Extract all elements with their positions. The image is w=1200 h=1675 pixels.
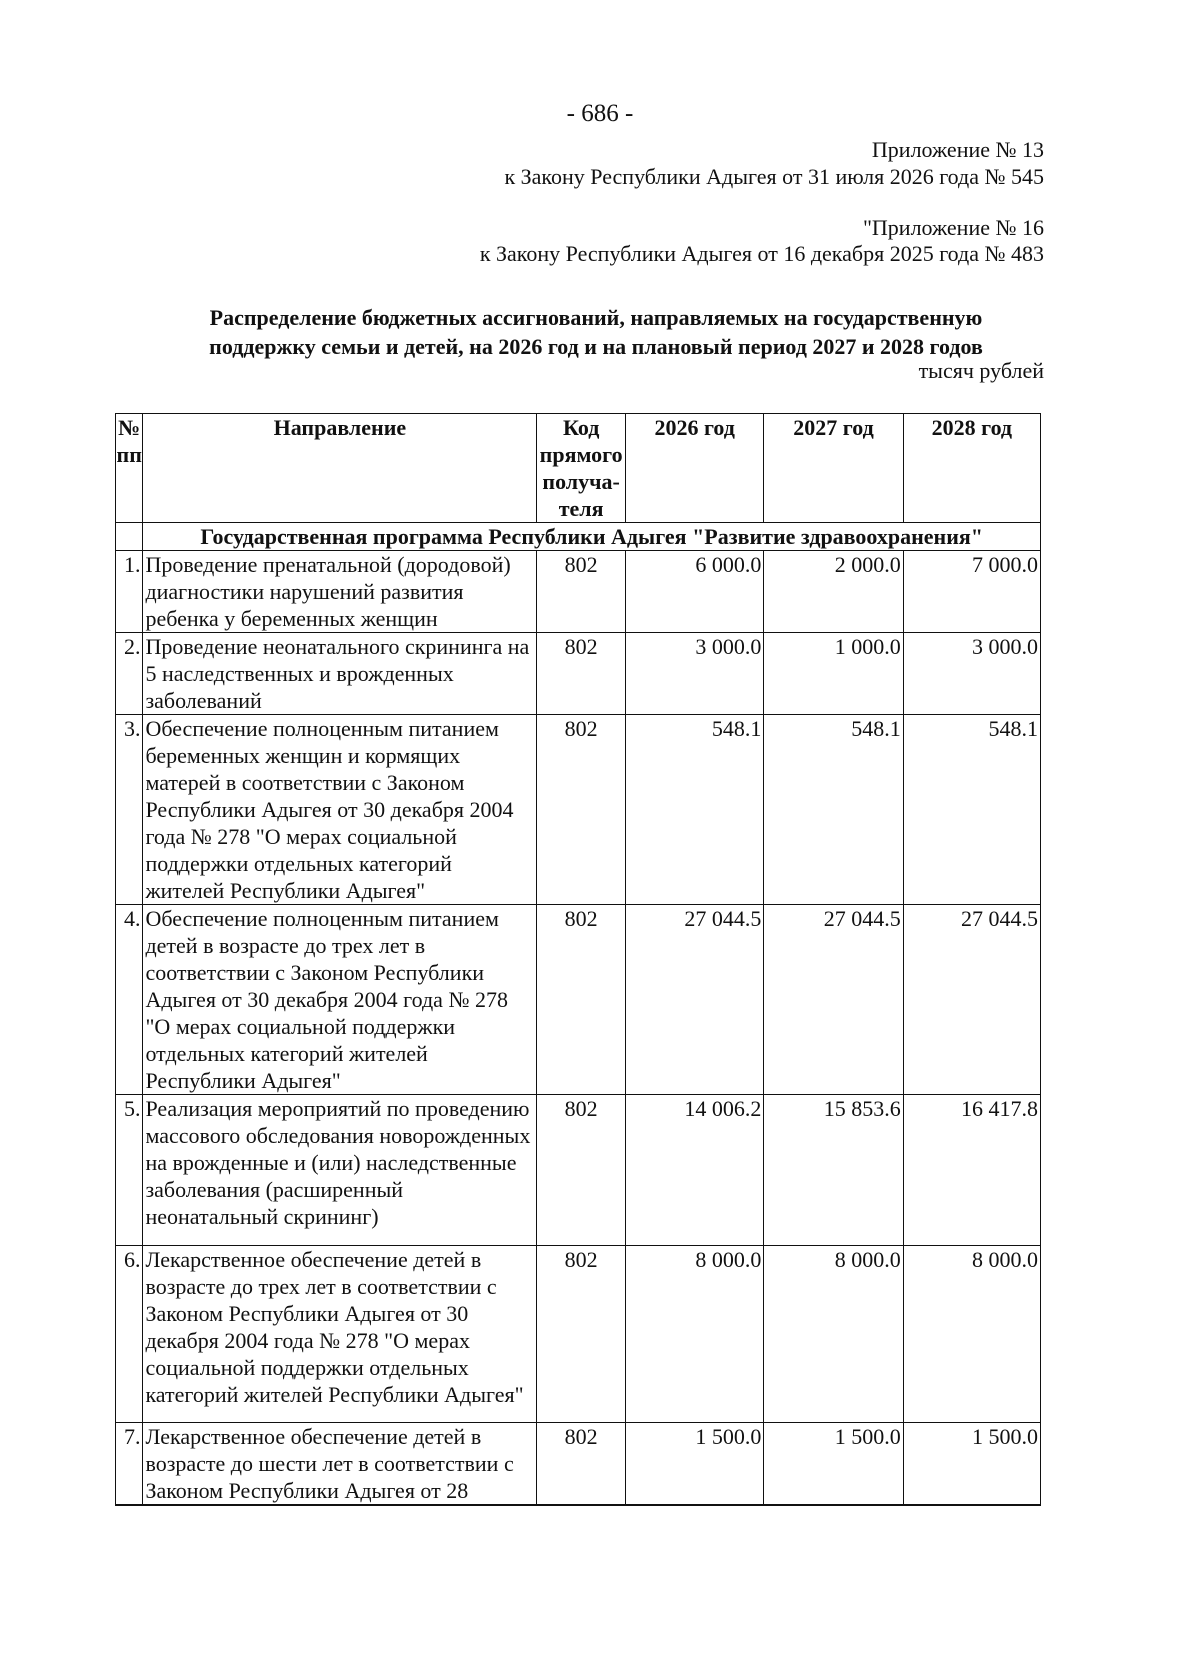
page-number: - 686 -	[566, 100, 634, 127]
row-value-2028: 548.1	[903, 715, 1040, 905]
row-value-2027: 8 000.0	[764, 1246, 903, 1423]
appendix-line-3: "Приложение № 16	[862, 215, 1044, 240]
row-direction: Обеспечение полноценным питанием детей в возрасте до трех лет в соответствии с Законом Республики Адыгея от 30 декабря 2004 года № 278 "О мерах социальной поддержки отдельных категорий жителей Республики Адыгея"	[143, 905, 537, 1095]
row-number: 1.	[116, 551, 143, 633]
row-number: 3.	[116, 715, 143, 905]
row-code: 802	[537, 905, 626, 1095]
row-value-2027: 2 000.0	[764, 551, 903, 633]
table-row	[116, 1095, 1041, 1246]
row-direction: Проведение пренатальной (дородовой) диагностики нарушений развития ребенка у беременных женщин	[143, 551, 537, 633]
row-number: 6.	[116, 1246, 143, 1423]
row-value-2027: 27 044.5	[764, 905, 903, 1095]
row-code: 802	[537, 1095, 626, 1246]
row-value-2026: 3 000.0	[626, 633, 764, 715]
row-value-2026: 14 006.2	[626, 1095, 764, 1246]
table-row	[116, 633, 1041, 715]
row-code: 802	[537, 1246, 626, 1423]
row-direction: Лекарственное обеспечение детей в возрасте до трех лет в соответствии с Законом Республики Адыгея от 30 декабря 2004 года № 278 "О мерах социальной поддержки отдельных категорий жителей Республики Адыгея"	[143, 1246, 537, 1423]
appendix-line-1: Приложение № 13	[871, 137, 1044, 162]
header-code: Код прямого получа-теля	[537, 414, 626, 523]
section-row	[116, 523, 1041, 551]
appendix-line-4: к Закону Республики Адыгея от 16 декабря 2025 года № 483	[479, 241, 1044, 266]
appendix-line-2: к Закону Республики Адыгея от 31 июля 2026 года № 545	[504, 164, 1044, 189]
row-value-2028: 7 000.0	[903, 551, 1040, 633]
row-value-2028: 8 000.0	[903, 1246, 1040, 1423]
budget-table	[115, 413, 1041, 1506]
row-value-2026: 27 044.5	[626, 905, 764, 1095]
document-title-line-2: поддержку семьи и детей, на 2026 год и на плановый период 2027 и 2028 годов	[209, 334, 983, 359]
row-value-2028: 16 417.8	[903, 1095, 1040, 1246]
table-row	[116, 551, 1041, 633]
document-title	[166, 303, 1026, 361]
document-title-line-1: Распределение бюджетных ассигнований, направляемых на государственную	[209, 305, 983, 330]
header-number-line-1: №	[118, 415, 141, 440]
row-value-2026: 1 500.0	[626, 1423, 764, 1506]
row-number: 5.	[116, 1095, 143, 1246]
header-number-line-2: пп	[116, 442, 142, 467]
row-code: 802	[537, 633, 626, 715]
row-code: 802	[537, 715, 626, 905]
row-direction: Обеспечение полноценным питанием беременных женщин и кормящих матерей в соответствии с Законом Республики Адыгея от 30 декабря 2004 года № 278 "О мерах социальной поддержки отдельных категорий жителей Республики Адыгея"	[143, 715, 537, 905]
row-number: 4.	[116, 905, 143, 1095]
row-direction: Реализация мероприятий по проведению массового обследования новорожденных на врожденные и (или) наследственные заболевания (расширенный неонатальный скрининг)	[143, 1095, 537, 1246]
row-value-2028: 1 500.0	[903, 1423, 1040, 1506]
row-code: 802	[537, 551, 626, 633]
header-2028: 2028 год	[903, 414, 1040, 523]
row-value-2027: 1 000.0	[764, 633, 903, 715]
row-value-2026: 6 000.0	[626, 551, 764, 633]
header-direction: Направление	[143, 414, 537, 523]
table-row	[116, 715, 1041, 905]
row-code: 802	[537, 1423, 626, 1506]
units-label: тысяч рублей	[918, 358, 1044, 383]
row-value-2027: 548.1	[764, 715, 903, 905]
row-value-2028: 3 000.0	[903, 633, 1040, 715]
header-2027: 2027 год	[764, 414, 903, 523]
row-value-2027: 15 853.6	[764, 1095, 903, 1246]
row-number: 7.	[116, 1423, 143, 1506]
table-row	[116, 1423, 1041, 1506]
section-title: Государственная программа Республики Адыгея "Развитие здравоохранения"	[143, 523, 1041, 551]
row-value-2026: 8 000.0	[626, 1246, 764, 1423]
header-2026: 2026 год	[626, 414, 764, 523]
table-row	[116, 1246, 1041, 1423]
row-number: 2.	[116, 633, 143, 715]
section-empty-cell	[116, 523, 143, 551]
table-row	[116, 905, 1041, 1095]
row-value-2026: 548.1	[626, 715, 764, 905]
table-header-row	[116, 414, 1041, 523]
row-value-2028: 27 044.5	[903, 905, 1040, 1095]
header-number	[116, 414, 143, 523]
row-direction: Лекарственное обеспечение детей в возрасте до шести лет в соответствии с Законом Республики Адыгея от 28	[143, 1423, 537, 1506]
row-value-2027: 1 500.0	[764, 1423, 903, 1506]
table-body	[116, 523, 1041, 1506]
row-direction: Проведение неонатального скрининга на 5 наследственных и врожденных заболеваний	[143, 633, 537, 715]
